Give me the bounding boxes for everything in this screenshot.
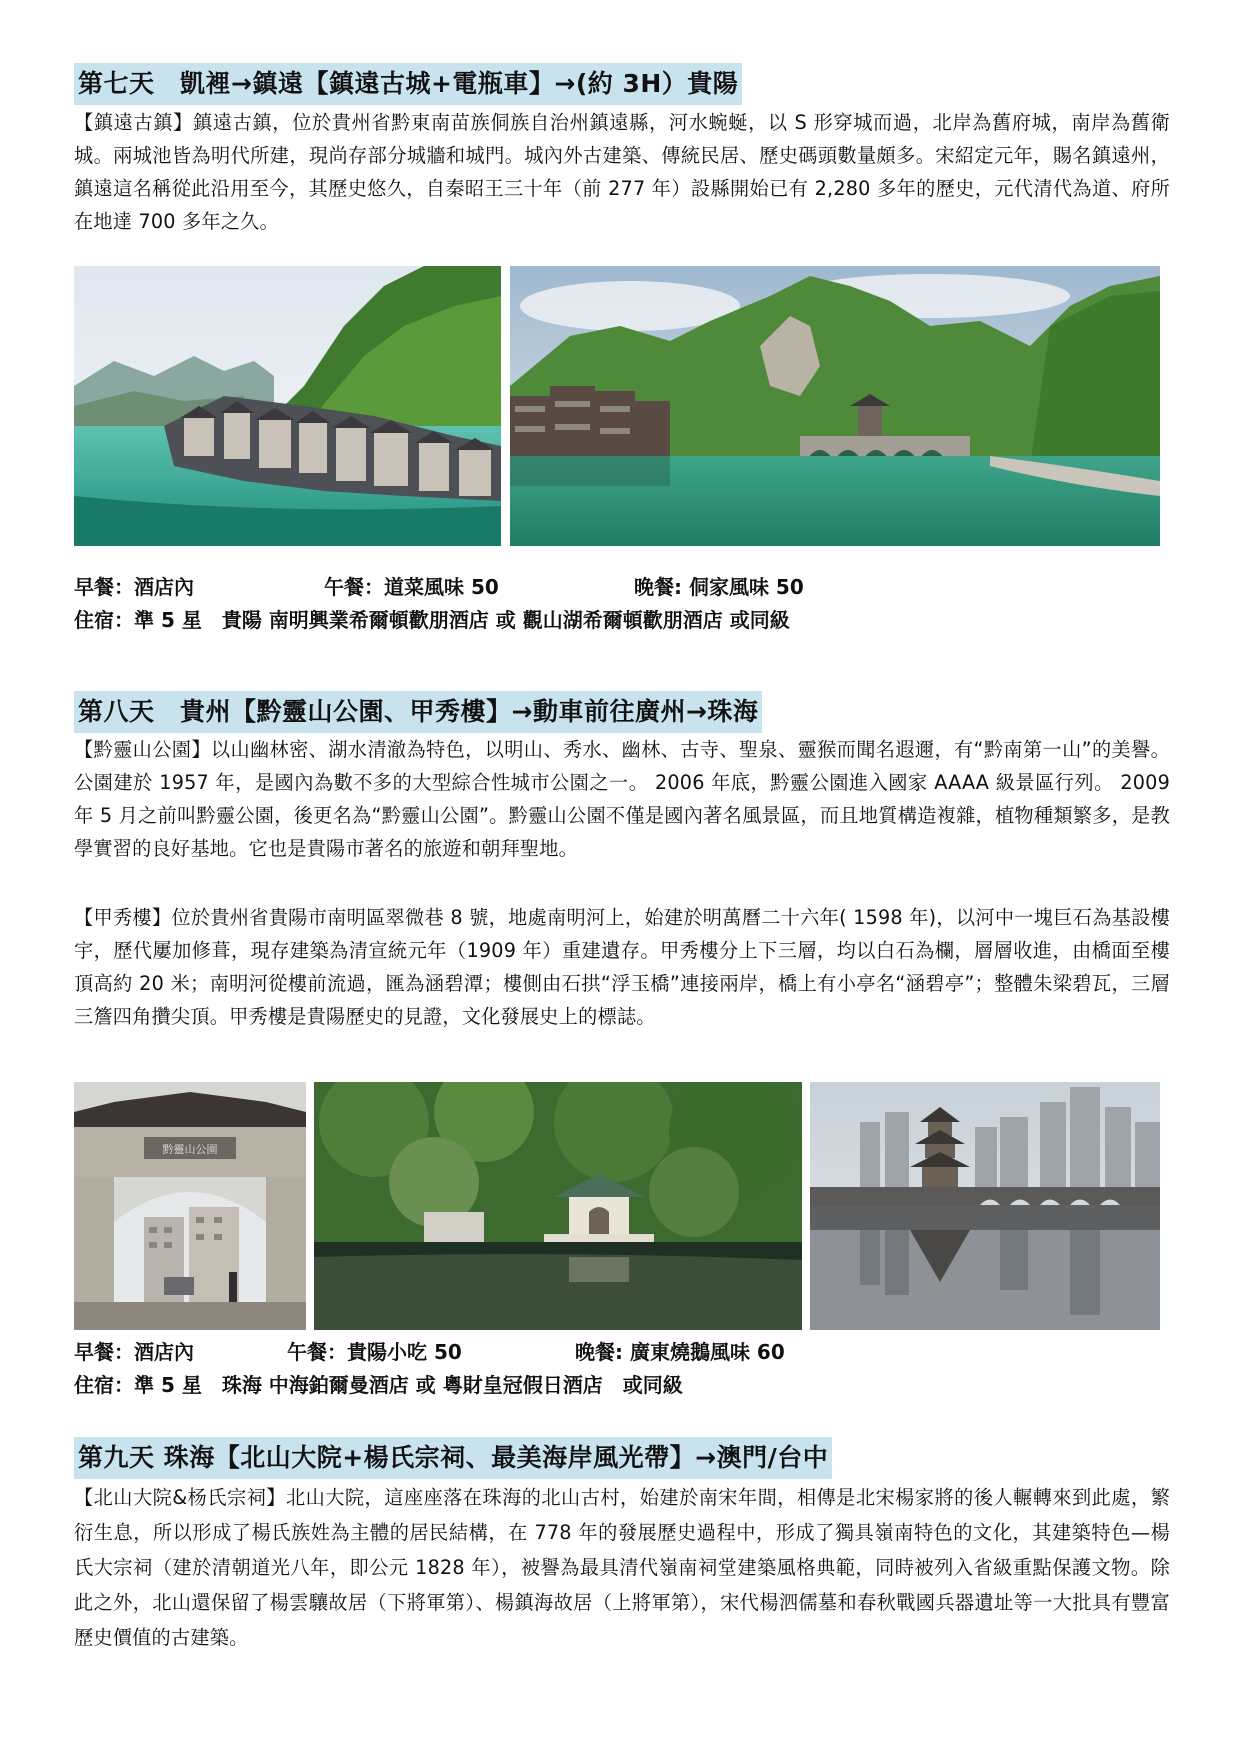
- day8-dinner: 晚餐: 廣東燒鵝風味 60: [575, 1340, 785, 1364]
- day8-title: 第八天 貴州【黔靈山公園、甲秀樓】→動車前往廣州→珠海: [74, 691, 762, 733]
- day8-hotel: 住宿：準 5 星 珠海 中海鉑爾曼酒店 或 粵財皇冠假日酒店 或同級: [74, 1373, 683, 1397]
- day8-lunch: 午餐：貴陽小吃 50: [287, 1340, 462, 1364]
- zhenyuan-photo-left: [74, 266, 501, 546]
- zhenyuan-photo-right: [510, 266, 1160, 546]
- day7-lunch: 午餐：道菜風味 50: [324, 575, 499, 599]
- day7-title: 第七天 凱裡→鎮遠【鎮遠古城+電瓶車】→(約 3H）貴陽: [74, 63, 742, 105]
- day7-breakfast: 早餐：酒店內: [74, 575, 194, 599]
- jiaxiu-tower-photo: [810, 1082, 1160, 1330]
- day9-description: 【北山大院&杨氏宗祠】北山大院，這座座落在珠海的北山古村，始建於南宋年間，相傳是北宋楊家將的後人輾轉來到此處，繁衍生息，所以形成了楊氏族姓為主體的居民結構，在 778 年的發展歷史過程中，形成了獨具嶺南特色的文化，其建築特色—楊氏大宗祠（建於清朝道光八年，即公元 1828 年），被譽為最具清代嶺南祠堂建築風格典範，同時被列入省級重點保護文物。除此之外，北山還保留了楊雲驤故居（下將軍第）、楊鎮海故居（上將軍第），宋代楊泗儒墓和春秋戰國兵器遺址等一大批具有豐富歷史價值的古建築。: [74, 1486, 1170, 1649]
- day7-hotel: 住宿：準 5 星 貴陽 南明興業希爾頓歡朋酒店 或 觀山湖希爾頓歡朋酒店 或同級: [74, 608, 790, 632]
- day8-jiaxiu-description: 【甲秀樓】位於貴州省貴陽市南明區翠微巷 8 號，地處南明河上，始建於明萬曆二十六年( 1598 年)，以河中一塊巨石為基設樓宇，歷代屢加修葺，現存建築為清宣統元年（1909 年）重建遺存。甲秀樓分上下三層，均以白石為欄，層層收進，由橋面至樓頂高約 20 米；南明河從樓前流過，匯為涵碧潭；樓側由石拱“浮玉橋”連接兩岸，橋上有小亭名“涵碧亭”；整體朱梁碧瓦，三層三簷四角攢尖頂。甲秀樓是貴陽歷史的見證，文化發展史上的標誌。: [74, 906, 1170, 1028]
- day9-title: 第九天 珠海【北山大院+楊氏宗祠、最美海岸風光帶】→澳門/台中: [74, 1437, 832, 1479]
- day8-qianling-description: 【黔靈山公園】以山幽林密、湖水清澈為特色，以明山、秀水、幽林、古寺、聖泉、靈猴而聞名遐邇，有“黔南第一山”的美譽。 公園建於 1957 年，是國內為數不多的大型綜合性城市公園之一。 2006 年底，黔靈公園進入國家 AAAA 級景區行列。 2009 年 5 月之前叫黔靈公園，後更名為“黔靈山公園”。黔靈山公園不僅是國內著名風景區，而且地質構造複雜，植物種類繁多，是教學實習的良好基地。它也是貴陽市著名的旅遊和朝拜聖地。: [74, 738, 1170, 860]
- gate-sign-text: 黔靈山公園: [162, 1143, 218, 1156]
- qianling-gate-photo: [74, 1082, 306, 1330]
- day7-description: 【鎮遠古鎮】鎮遠古鎮，位於貴州省黔東南苗族侗族自治州鎮遠縣，河水蜿蜒，以 S 形穿城而過，北岸為舊府城，南岸為舊衛城。兩城池皆為明代所建，現尚存部分城牆和城門。城內外古建築、傳統民居、歷史碼頭數量頗多。宋紹定元年，賜名鎮遠州，鎮遠這名稱從此沿用至今，其歷史悠久，自秦昭王三十年（前 277 年）設縣開始已有 2,280 多年的歷史，元代清代為道、府所在地達 700 多年之久。: [74, 111, 1170, 233]
- qianling-pavilion-photo: [314, 1082, 802, 1330]
- day7-dinner: 晚餐: 侗家風味 50: [634, 575, 804, 599]
- day8-breakfast: 早餐：酒店內: [74, 1340, 194, 1364]
